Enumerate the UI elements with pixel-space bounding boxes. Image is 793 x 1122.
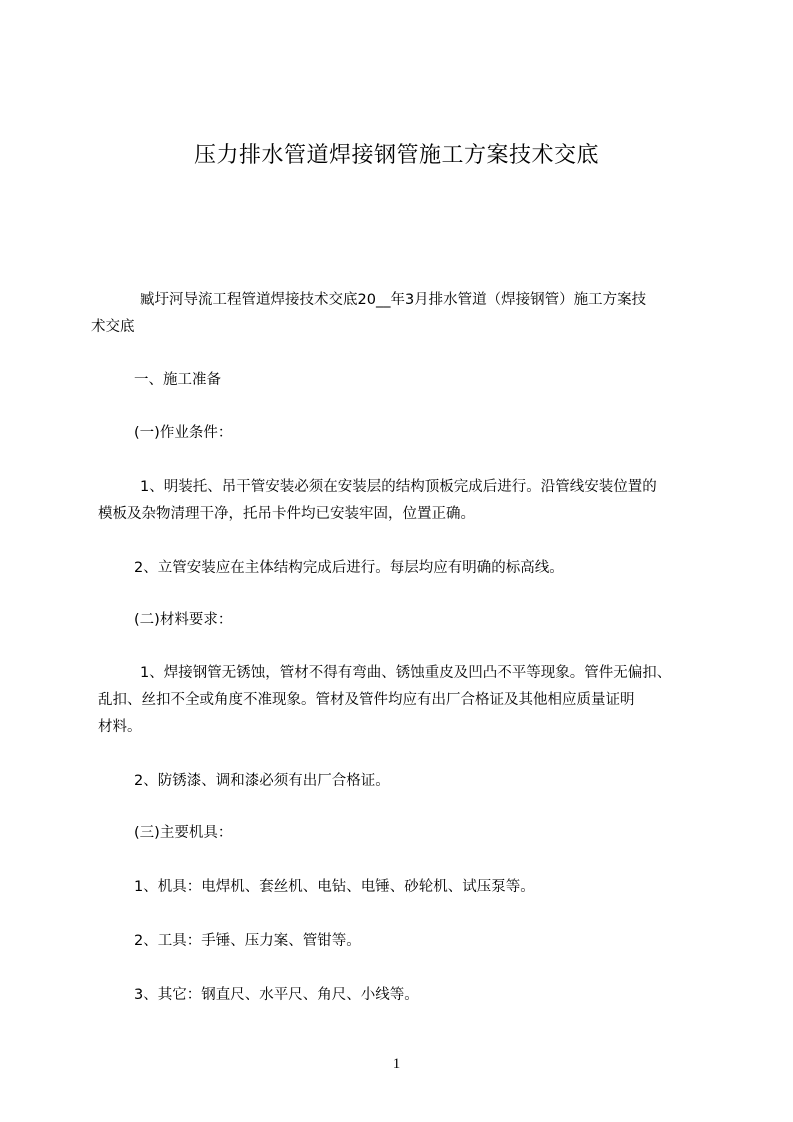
item-line: 1、明装托、吊干管安装必须在安装层的结构顶板完成后进行。沿管线安装位置的	[140, 479, 657, 495]
subsection-1-item-1	[98, 474, 708, 528]
section-1-heading: 一、施工准备	[134, 372, 221, 388]
intro-line-1: 臧圩河导流工程管道焊接技术交底20__年3月排水管道（焊接钢管）施工方案技	[140, 292, 647, 308]
subsection-3-item-3: 3、其它：钢直尺、水平尺、角尺、小线等。	[134, 987, 419, 1003]
subsection-2-item-2: 2、防锈漆、调和漆必须有出厂合格证。	[134, 773, 390, 789]
subsection-3-heading: (三)主要机具：	[134, 825, 233, 841]
item-line: 1、焊接钢管无锈蚀，管材不得有弯曲、锈蚀重皮及凹凸不平等现象。管件无偏扣、	[140, 665, 672, 681]
document-title: 压力排水管道焊接钢管施工方案技术交底	[193, 143, 599, 168]
intro-line-2: 术交底	[91, 319, 135, 335]
subsection-1-heading: (一)作业条件：	[134, 425, 233, 441]
page-number: 1	[392, 1056, 401, 1072]
subsection-3-item-1: 1、机具：电焊机、套丝机、电钻、电锤、砂轮机、试压泵等。	[134, 879, 535, 895]
item-line: 模板及杂物清理干净，托吊卡件均已安装牢固，位置正确。	[98, 506, 475, 522]
subsection-2-item-1	[98, 660, 708, 741]
intro-paragraph	[91, 287, 708, 341]
subsection-3-item-2: 2、工具：手锤、压力案、管钳等。	[134, 933, 361, 949]
subsection-2-heading: (二)材料要求：	[134, 612, 233, 628]
item-line: 材料。	[98, 719, 142, 735]
item-line: 乱扣、丝扣不全或角度不准现象。管材及管件均应有出厂合格证及其他相应质量证明	[98, 692, 635, 708]
subsection-1-item-2: 2、立管安装应在主体结构完成后进行。每层均应有明确的标高线。	[134, 560, 564, 576]
